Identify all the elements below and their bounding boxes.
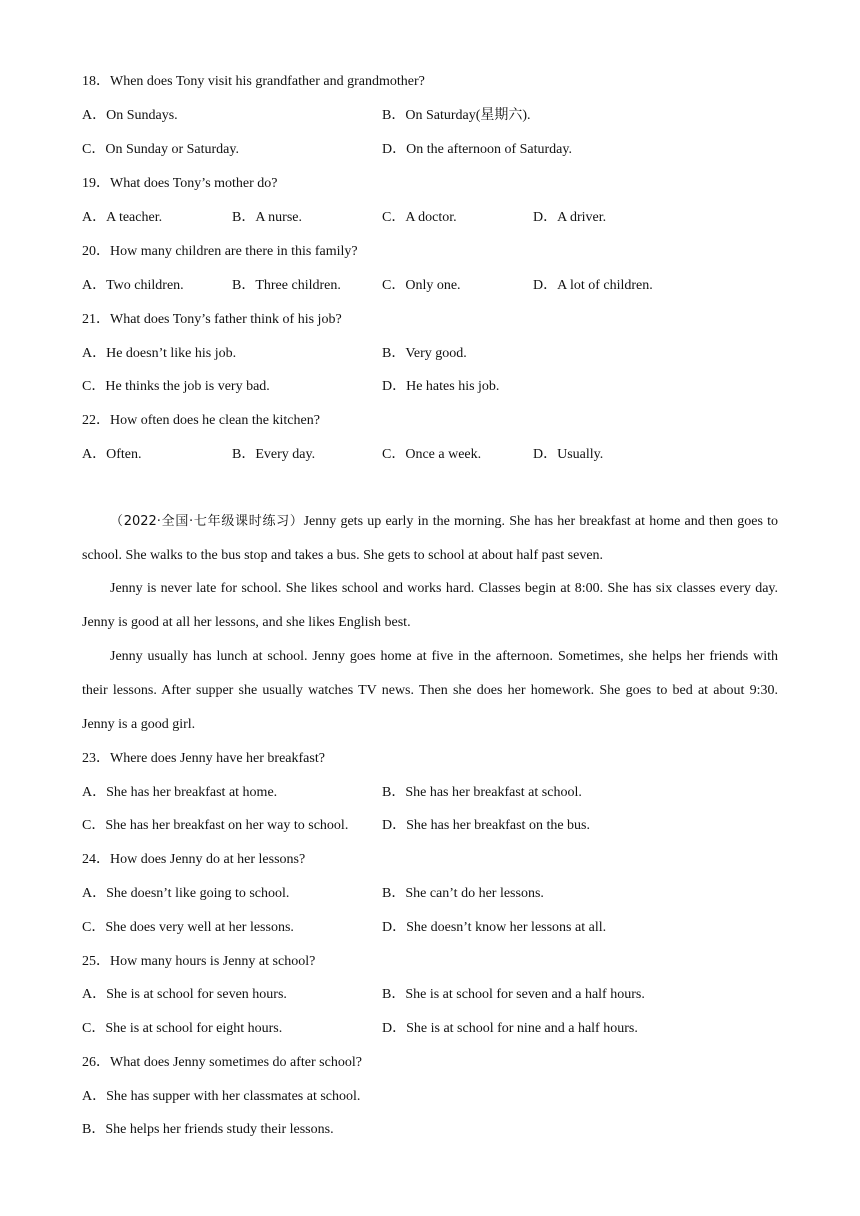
question-19-option-a: A．A teacher. xyxy=(82,210,163,225)
passage-paragraph-1 xyxy=(82,505,778,573)
question-25-text: 25．How many hours is Jenny at school? xyxy=(82,954,316,969)
question-20-option-b: B．Three children. xyxy=(232,278,341,293)
question-24-text: 24．How does Jenny do at her lessons? xyxy=(82,852,306,867)
question-19-option-c: C．A doctor. xyxy=(382,210,457,225)
question-20-option-d: D．A lot of children. xyxy=(533,278,653,293)
question-23-option-a: A．She has her breakfast at home. xyxy=(82,785,278,800)
question-18-option-c: C．On Sunday or Saturday. xyxy=(82,142,239,157)
question-20-text: 20．How many children are there in this family? xyxy=(82,244,358,259)
question-21-text: 21．What does Tony’s father think of his job? xyxy=(82,312,342,327)
question-24-option-a: A．She doesn’t like going to school. xyxy=(82,886,290,901)
question-19-option-d: D．A driver. xyxy=(533,210,607,225)
question-25-option-a: A．She is at school for seven hours. xyxy=(82,987,287,1002)
question-22-option-b: B．Every day. xyxy=(232,447,316,462)
question-25-option-c: C．She is at school for eight hours. xyxy=(82,1021,283,1036)
passage-source: （2022·全国·七年级课时练习） xyxy=(110,514,304,529)
question-22-text: 22．How often does he clean the kitchen? xyxy=(82,413,320,428)
question-18-option-d: D．On the afternoon of Saturday. xyxy=(382,142,572,157)
passage-paragraph-1-text: Jenny gets up early in the morning. She has her breakfast at home and then goes to school. She walks to the bus stop and takes a bus. She gets to school at about half past seven. xyxy=(82,514,779,563)
question-21-option-d: D．He hates his job. xyxy=(382,379,500,394)
question-24-option-c: C．She does very well at her lessons. xyxy=(82,920,294,935)
question-23-text: 23．Where does Jenny have her breakfast? xyxy=(82,751,325,766)
question-24-option-b: B．She can’t do her lessons. xyxy=(382,886,544,901)
question-21-option-c: C．He thinks the job is very bad. xyxy=(82,379,270,394)
passage-paragraph-2: Jenny is never late for school. She likes school and works hard. Classes begin at 8:00. She has six classes every day. Jenny is good at all her lessons, and she likes English best. xyxy=(82,581,778,630)
question-25-option-d: D．She is at school for nine and a half hours. xyxy=(382,1021,638,1036)
question-19-option-b: B．A nurse. xyxy=(232,210,302,225)
question-25-option-b: B．She is at school for seven and a half hours. xyxy=(382,987,645,1002)
question-21-option-b: B．Very good. xyxy=(382,346,467,361)
question-24-option-d: D．She doesn’t know her lessons at all. xyxy=(382,920,607,935)
question-23-option-c: C．She has her breakfast on her way to school. xyxy=(82,818,349,833)
question-18-option-b: B．On Saturday(星期六). xyxy=(382,108,531,123)
question-22-option-d: D．Usually. xyxy=(533,447,604,462)
question-18-option-a: A．On Sundays. xyxy=(82,108,178,123)
question-19-text: 19．What does Tony’s mother do? xyxy=(82,176,278,191)
question-23-option-d: D．She has her breakfast on the bus. xyxy=(382,818,591,833)
question-26-text: 26．What does Jenny sometimes do after school? xyxy=(82,1055,362,1070)
question-22-option-c: C．Once a week. xyxy=(382,447,482,462)
question-26-option-b: B．She helps her friends study their lessons. xyxy=(82,1122,334,1137)
question-21-option-a: A．He doesn’t like his job. xyxy=(82,346,237,361)
question-26-option-a: A．She has supper with her classmates at school. xyxy=(82,1089,361,1104)
question-18-text: 18．When does Tony visit his grandfather and grandmother? xyxy=(82,74,425,89)
passage-paragraph-3: Jenny usually has lunch at school. Jenny goes home at five in the afternoon. Sometimes, she helps her friends with their lessons. After supper she usually watches TV news. Then she does her homework. She goes to bed at about 9:30. Jenny is a good girl. xyxy=(82,649,778,732)
question-20-option-a: A．Two children. xyxy=(82,278,184,293)
question-20-option-c: C．Only one. xyxy=(382,278,461,293)
question-23-option-b: B．She has her breakfast at school. xyxy=(382,785,582,800)
question-22-option-a: A．Often. xyxy=(82,447,142,462)
